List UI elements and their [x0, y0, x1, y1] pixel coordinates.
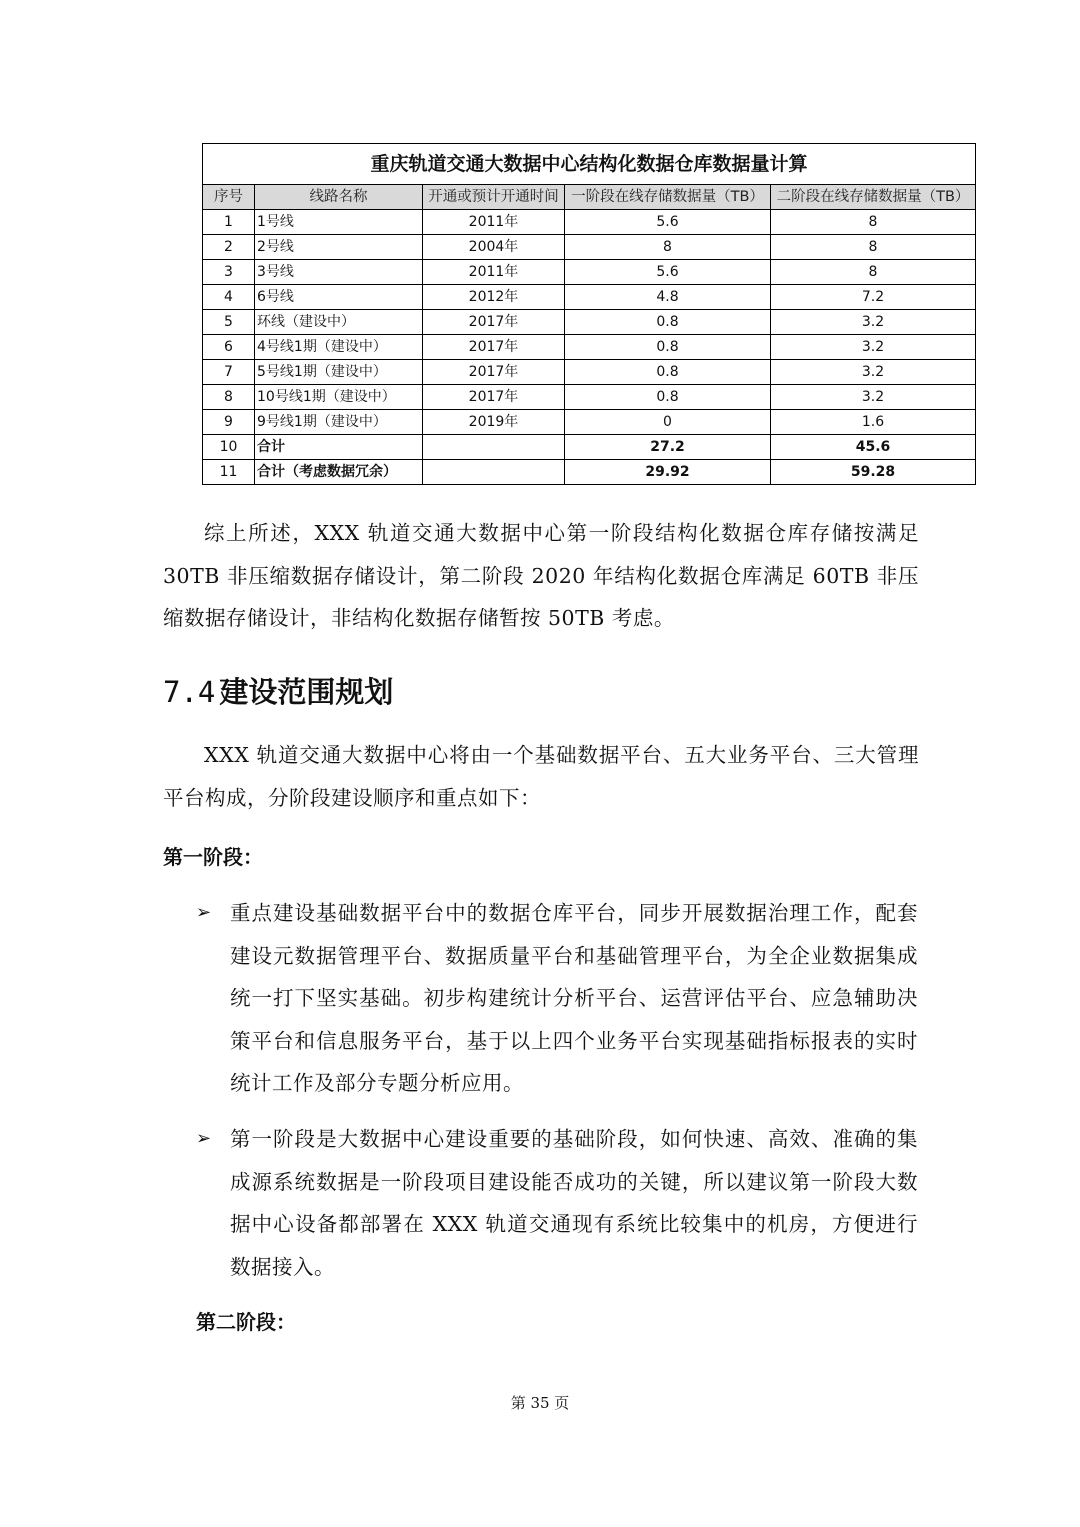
cell-stage1: 0.8 [565, 310, 771, 335]
cell-open-time [423, 460, 565, 485]
table-row [203, 260, 976, 285]
cell-stage1: 0 [565, 410, 771, 435]
summary-paragraph: 综上所述，XXX 轨道交通大数据中心第一阶段结构化数据仓库存储按满足 30TB 非压缩数据存储设计，第二阶段 2020 年结构化数据仓库满足 60TB 非压缩数据存储设计，非结构化数据存储暂按 50TB 考虑。 [163, 521, 919, 630]
cell-line-name: 3号线 [255, 260, 423, 285]
data-volume-table-wrapper [202, 143, 975, 485]
header-stage1-storage: 一阶段在线存储数据量（TB） [565, 185, 771, 210]
section-number: 7.4 [163, 675, 216, 709]
cell-no: 8 [203, 385, 255, 410]
cell-open-time [423, 435, 565, 460]
cell-line-name: 合计 [255, 435, 423, 460]
cell-no: 7 [203, 360, 255, 385]
stage1-heading: 第一阶段： [163, 845, 263, 869]
cell-stage1: 0.8 [565, 335, 771, 360]
bullet-text: 第一阶段是大数据中心建设重要的基础阶段，如何快速、高效、准确的集成源系统数据是一阶段项目建设能否成功的关键，所以建议第一阶段大数据中心设备都部署在 XXX 轨道交通现有系统比较集中的机房，方便进行数据接入。 [230, 1127, 918, 1279]
bullet-text: 重点建设基础数据平台中的数据仓库平台，同步开展数据治理工作，配套建设元数据管理平台、数据质量平台和基础管理平台，为全企业数据集成统一打下坚实基础。初步构建统计分析平台、运营评估平台、应急辅助决策平台和信息服务平台，基于以上四个业务平台实现基础指标报表的实时统计工作及部分专题分析应用。 [230, 901, 918, 1095]
cell-no: 10 [203, 435, 255, 460]
cell-line-name: 10号线1期（建设中） [255, 385, 423, 410]
cell-line-name: 5号线1期（建设中） [255, 360, 423, 385]
cell-open-time: 2011年 [423, 210, 565, 235]
cell-stage2: 3.2 [771, 310, 976, 335]
stage2-heading: 第二阶段： [196, 1310, 296, 1334]
table-row [203, 285, 976, 310]
intro-paragraph: XXX 轨道交通大数据中心将由一个基础数据平台、五大业务平台、三大管理平台构成，分阶段建设顺序和重点如下： [163, 743, 919, 810]
cell-stage1: 5.6 [565, 260, 771, 285]
cell-no: 9 [203, 410, 255, 435]
cell-stage2: 7.2 [771, 285, 976, 310]
cell-open-time: 2017年 [423, 385, 565, 410]
cell-line-name: 6号线 [255, 285, 423, 310]
header-no: 序号 [203, 185, 255, 210]
bullet-arrow-icon: ➢ [196, 902, 212, 923]
cell-stage1: 27.2 [565, 435, 771, 460]
cell-open-time: 2011年 [423, 260, 565, 285]
data-volume-table [202, 143, 976, 485]
cell-stage2: 59.28 [771, 460, 976, 485]
cell-no: 11 [203, 460, 255, 485]
table-row [203, 335, 976, 360]
cell-line-name: 2号线 [255, 235, 423, 260]
cell-stage2: 3.2 [771, 335, 976, 360]
table-row [203, 235, 976, 260]
header-stage2-storage: 二阶段在线存储数据量（TB） [771, 185, 976, 210]
cell-stage1: 0.8 [565, 385, 771, 410]
cell-stage2: 8 [771, 260, 976, 285]
cell-no: 4 [203, 285, 255, 310]
table-row [203, 310, 976, 335]
cell-stage1: 29.92 [565, 460, 771, 485]
cell-no: 3 [203, 260, 255, 285]
bullet-arrow-icon: ➢ [196, 1128, 212, 1149]
section-heading [163, 670, 393, 714]
table-row [203, 360, 976, 385]
cell-stage2: 8 [771, 210, 976, 235]
page-number: 第 35 页 [510, 1394, 570, 1412]
table-total-redundant-row [203, 460, 976, 485]
cell-open-time: 2017年 [423, 310, 565, 335]
cell-stage1: 4.8 [565, 285, 771, 310]
cell-stage1: 0.8 [565, 360, 771, 385]
cell-stage2: 45.6 [771, 435, 976, 460]
cell-line-name: 9号线1期（建设中） [255, 410, 423, 435]
cell-line-name: 环线（建设中） [255, 310, 423, 335]
cell-stage2: 1.6 [771, 410, 976, 435]
table-row [203, 385, 976, 410]
header-open-time: 开通或预计开通时间 [423, 185, 565, 210]
table-header-row [203, 185, 976, 210]
cell-open-time: 2017年 [423, 360, 565, 385]
cell-stage1: 5.6 [565, 210, 771, 235]
cell-stage2: 3.2 [771, 385, 976, 410]
cell-no: 5 [203, 310, 255, 335]
header-line-name: 线路名称 [255, 185, 423, 210]
table-row [203, 410, 976, 435]
cell-line-name: 合计（考虑数据冗余） [255, 460, 423, 485]
table-total-row [203, 435, 976, 460]
table-title: 重庆轨道交通大数据中心结构化数据仓库数据量计算 [202, 143, 976, 184]
cell-stage1: 8 [565, 235, 771, 260]
cell-no: 6 [203, 335, 255, 360]
cell-no: 1 [203, 210, 255, 235]
cell-open-time: 2012年 [423, 285, 565, 310]
cell-line-name: 1号线 [255, 210, 423, 235]
cell-line-name: 4号线1期（建设中） [255, 335, 423, 360]
cell-stage2: 3.2 [771, 360, 976, 385]
table-row [203, 210, 976, 235]
cell-open-time: 2017年 [423, 335, 565, 360]
cell-open-time: 2004年 [423, 235, 565, 260]
cell-stage2: 8 [771, 235, 976, 260]
cell-no: 2 [203, 235, 255, 260]
section-title: 建设范围规划 [219, 675, 394, 709]
cell-open-time: 2019年 [423, 410, 565, 435]
